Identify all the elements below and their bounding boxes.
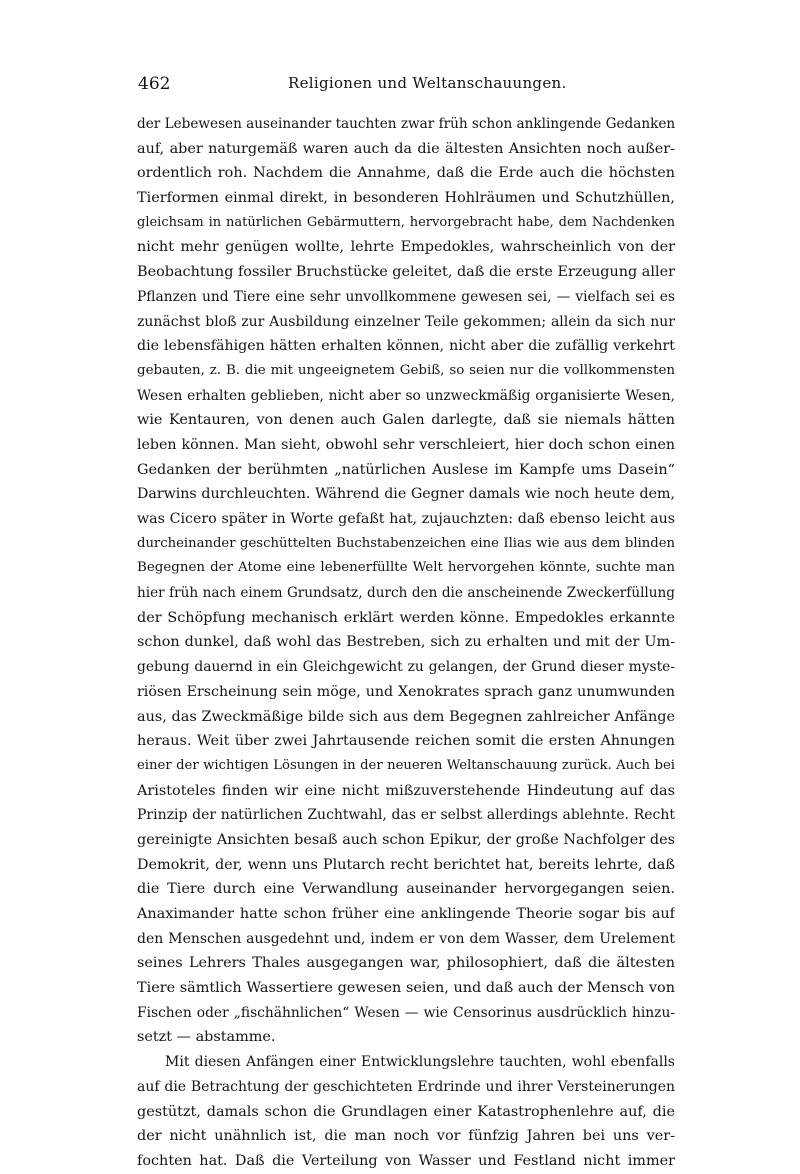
text-line: der nicht unähnlich ist, die man noch vor fünfzig Jahren bei uns ver- [137, 1128, 675, 1145]
text-line: auf die Betrachtung der geschichteten Erdrinde und ihrer Versteinerungen [137, 1078, 675, 1095]
text-line: riösen Erscheinung sein möge, und Xenokrates sprach ganz unumwunden [137, 683, 675, 700]
text-line: Mit diesen Anfängen einer Entwicklungslehre tauchten, wohl ebenfalls [165, 1054, 675, 1071]
text-line: heraus. Weit über zwei Jahrtausende reichen somit die ersten Ahnungen [137, 733, 675, 750]
text-line: den Menschen ausgedehnt und, indem er von dem Wasser, dem Urelement [137, 930, 675, 947]
text-line: Begegnen der Atome eine lebenerfüllte Welt hervorgehen könnte, suchte man [137, 560, 675, 576]
text-line: einer der wichtigen Lösungen in der neueren Weltanschauung zurück. Auch bei [137, 757, 675, 773]
text-line: nicht mehr genügen wollte, lehrte Empedokles, wahrscheinlich von der [137, 239, 675, 256]
text-line: Prinzip der natürlichen Zuchtwahl, das er selbst allerdings ablehnte. Recht [137, 807, 675, 824]
text-line: auf, aber naturgemäß waren auch da die ältesten Ansichten noch außer- [137, 140, 675, 157]
text-line: der Schöpfung mechanisch erklärt werden könne. Empedokles erkannte [137, 609, 675, 626]
text-line: zunächst bloß zur Ausbildung einzelner Teile gekommen; allein da sich nur [137, 313, 675, 330]
text-line: die Tiere durch eine Verwandlung auseinander hervorgegangen seien. [137, 881, 675, 898]
text-line: Aristoteles finden wir eine nicht mißzuverstehende Hindeutung auf das [137, 782, 675, 799]
text-line: durcheinander geschüttelten Buchstabenzeichen eine Ilias wie aus dem blinden [137, 535, 675, 551]
text-line: wie Kentauren, von denen auch Galen darlegte, daß sie niemals hätten [137, 412, 675, 429]
page-number: 462 [138, 74, 171, 94]
text-line: der Lebewesen auseinander tauchten zwar früh schon anklingende Gedanken [137, 116, 675, 132]
body-text [137, 112, 675, 1174]
text-line: hier früh nach einem Grundsatz, durch den die anscheinende Zweckerfüllung [137, 585, 675, 602]
text-line: schon dunkel, daß wohl das Bestreben, sich zu erhalten und mit der Um- [137, 634, 675, 651]
text-line: Tierformen einmal direkt, in besonderen Hohlräumen und Schutzhüllen, [137, 190, 675, 207]
text-line: ordentlich roh. Nachdem die Annahme, daß die Erde auch die höchsten [137, 165, 675, 182]
text-line: Beobachtung fossiler Bruchstücke geleitet, daß die erste Erzeugung aller [137, 264, 675, 281]
running-head: Religionen und Weltanschauungen. [288, 74, 567, 92]
page-header [138, 74, 673, 98]
text-line: die lebensfähigen hätten erhalten können, nicht aber die zufällig verkehrt [137, 338, 675, 355]
text-line: setzt — abstamme. [137, 1029, 276, 1046]
text-line: fochten hat. Daß die Verteilung von Wasser und Festland nicht immer [137, 1152, 675, 1169]
text-line: gleichsam in natürlichen Gebärmuttern, hervorgebracht habe, dem Nachdenken [137, 214, 675, 230]
text-line: gereinigte Ansichten besaß auch schon Epikur, der große Nachfolger des [137, 831, 675, 848]
text-line: gebauten, z. B. die mit ungeeignetem Gebiß, so seien nur die vollkommensten [137, 362, 675, 378]
text-line: was Cicero später in Worte gefaßt hat, zujauchzten: daß ebenso leicht aus [137, 511, 675, 527]
text-line: Gedanken der berühmten „natürlichen Auslese im Kampfe ums Dasein“ [137, 461, 675, 478]
text-line: Pflanzen und Tiere eine sehr unvollkommene gewesen sei, — vielfach sei es [137, 288, 675, 305]
text-line: Wesen erhalten geblieben, nicht aber so unzweckmäßig organisierte Wesen, [137, 387, 675, 404]
text-line: aus, das Zweckmäßige bilde sich aus dem Begegnen zahlreicher Anfänge [137, 708, 675, 725]
text-line: Darwins durchleuchten. Während die Gegner damals wie noch heute dem, [137, 486, 675, 503]
text-line: Tiere sämtlich Wassertiere gewesen seien, und daß auch der Mensch von [137, 980, 675, 997]
text-line: Anaximander hatte schon früher eine anklingende Theorie sogar bis auf [137, 906, 675, 922]
text-line: Fischen oder „fischähnlichen“ Wesen — wie Censorinus ausdrücklich hinzu- [137, 1004, 675, 1021]
text-line: Demokrit, der, wenn uns Plutarch recht berichtet hat, bereits lehrte, daß [137, 856, 675, 873]
text-line: leben können. Man sieht, obwohl sehr verschleiert, hier doch schon einen [137, 436, 675, 453]
text-line: gestützt, damals schon die Grundlagen einer Katastrophenlehre auf, die [137, 1103, 675, 1120]
text-line: seines Lehrers Thales ausgegangen war, philosophiert, daß die ältesten [137, 955, 675, 972]
text-line: gebung dauernd in ein Gleichgewicht zu gelangen, der Grund dieser myste- [137, 659, 675, 676]
